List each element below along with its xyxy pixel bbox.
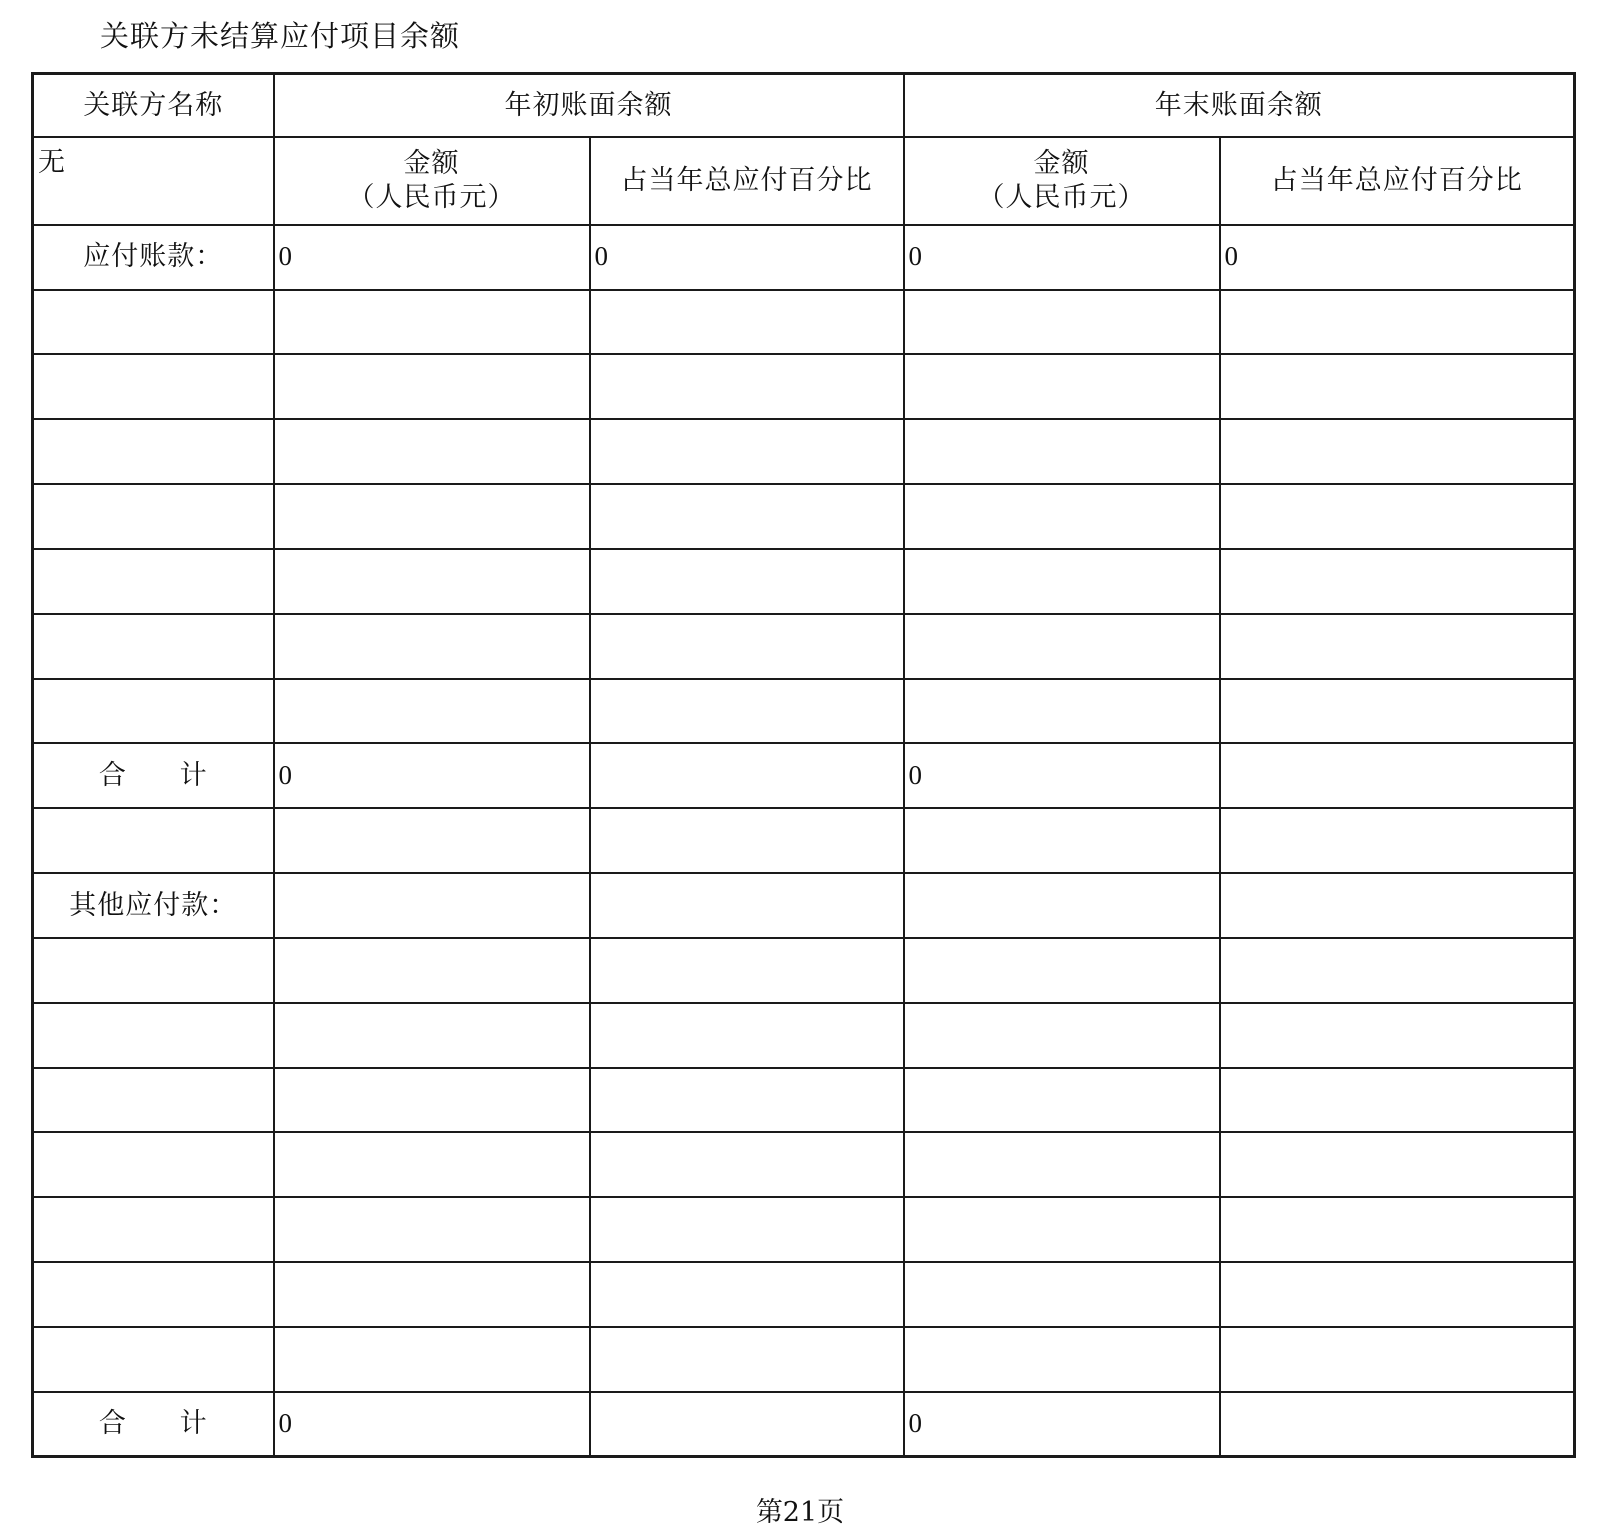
empty-cell [1220, 873, 1575, 938]
accounts-payable-row [33, 225, 1575, 290]
empty-cell [33, 484, 274, 549]
empty-cell [274, 1197, 590, 1262]
opening-amount-header [274, 137, 590, 224]
accounts-payable-closing-amount: 0 [904, 225, 1220, 290]
table-row [33, 419, 1575, 484]
empty-cell [33, 419, 274, 484]
empty-cell [274, 1003, 590, 1068]
empty-cell [590, 808, 904, 873]
empty-cell [904, 1327, 1220, 1392]
table-row [33, 1262, 1575, 1327]
empty-cell [904, 1068, 1220, 1133]
empty-cell [590, 1068, 904, 1133]
closing-amount-unit: （人民币元） [977, 182, 1146, 214]
accounts-payable-total-closing-amount: 0 [904, 743, 1220, 808]
empty-cell [590, 1003, 904, 1068]
empty-cell [33, 938, 274, 1003]
empty-cell [274, 938, 590, 1003]
empty-cell [274, 290, 590, 355]
opening-balance-header: 年初账面余额 [274, 74, 904, 138]
table-row [33, 808, 1575, 873]
empty-cell [33, 1327, 274, 1392]
empty-cell [33, 549, 274, 614]
table-row [33, 1132, 1575, 1197]
empty-cell [33, 1068, 274, 1133]
accounts-payable-total-opening-amount: 0 [274, 743, 590, 808]
empty-cell [1220, 1197, 1575, 1262]
empty-cell [1220, 679, 1575, 744]
other-payables-row [33, 873, 1575, 938]
empty-cell [1220, 549, 1575, 614]
empty-cell [33, 679, 274, 744]
empty-cell [1220, 354, 1575, 419]
empty-cell [33, 290, 274, 355]
empty-cell [1220, 808, 1575, 873]
empty-cell [590, 1262, 904, 1327]
accounts-payable-total-row [33, 743, 1575, 808]
empty-cell [274, 1068, 590, 1133]
empty-cell [904, 614, 1220, 679]
empty-cell [33, 614, 274, 679]
empty-cell [590, 1327, 904, 1392]
empty-cell [590, 1392, 904, 1457]
empty-cell [904, 1003, 1220, 1068]
other-payables-total-label: 合 计 [33, 1392, 274, 1457]
table-row [33, 549, 1575, 614]
table-header-row [33, 74, 1575, 138]
payables-balance-table [31, 72, 1576, 1458]
accounts-payable-total-label: 合 计 [33, 743, 274, 808]
empty-cell [590, 354, 904, 419]
closing-amount-label: 金额 [1033, 148, 1090, 180]
closing-balance-header: 年末账面余额 [904, 74, 1575, 138]
empty-cell [1220, 1392, 1575, 1457]
table-row [33, 1003, 1575, 1068]
empty-cell [1220, 1327, 1575, 1392]
empty-cell [904, 1262, 1220, 1327]
opening-percent-header: 占当年总应付百分比 [590, 137, 904, 224]
empty-cell [904, 290, 1220, 355]
empty-cell [590, 290, 904, 355]
empty-cell [904, 679, 1220, 744]
empty-cell [33, 1197, 274, 1262]
empty-cell [590, 743, 904, 808]
table-row [33, 938, 1575, 1003]
other-payables-label: 其他应付款： [33, 873, 274, 938]
empty-cell [590, 614, 904, 679]
empty-cell [904, 938, 1220, 1003]
empty-cell [33, 1003, 274, 1068]
closing-amount-header [904, 137, 1220, 224]
accounts-payable-opening-amount: 0 [274, 225, 590, 290]
table-row [33, 1068, 1575, 1133]
empty-cell [274, 354, 590, 419]
empty-cell [1220, 1068, 1575, 1133]
table-subheader-row [33, 137, 1575, 224]
empty-cell [904, 873, 1220, 938]
empty-cell [33, 808, 274, 873]
empty-cell [1220, 743, 1575, 808]
empty-cell [590, 679, 904, 744]
empty-cell [274, 808, 590, 873]
other-payables-total-closing-amount: 0 [904, 1392, 1220, 1457]
empty-cell [590, 1197, 904, 1262]
page-number: 第21页 [755, 1497, 845, 1528]
document-title: 关联方未结算应付项目余额 [100, 19, 461, 53]
empty-cell [904, 354, 1220, 419]
empty-cell [904, 1197, 1220, 1262]
empty-cell [904, 808, 1220, 873]
table-row [33, 614, 1575, 679]
opening-amount-unit: （人民币元） [347, 182, 516, 214]
accounts-payable-opening-percent: 0 [590, 225, 904, 290]
empty-cell [1220, 419, 1575, 484]
closing-percent-header: 占当年总应付百分比 [1220, 137, 1575, 224]
empty-cell [33, 1132, 274, 1197]
empty-cell [904, 1132, 1220, 1197]
empty-cell [590, 419, 904, 484]
empty-cell [274, 614, 590, 679]
empty-cell [590, 1132, 904, 1197]
empty-cell [274, 484, 590, 549]
table-row [33, 1197, 1575, 1262]
table-row [33, 484, 1575, 549]
empty-cell [1220, 484, 1575, 549]
empty-cell [274, 1327, 590, 1392]
empty-cell [1220, 1003, 1575, 1068]
table-row [33, 290, 1575, 355]
accounts-payable-closing-percent: 0 [1220, 225, 1575, 290]
empty-cell [1220, 1262, 1575, 1327]
empty-cell [1220, 1132, 1575, 1197]
empty-cell [904, 484, 1220, 549]
empty-cell [274, 1262, 590, 1327]
empty-cell [1220, 290, 1575, 355]
table-row [33, 679, 1575, 744]
empty-cell [904, 419, 1220, 484]
opening-amount-label: 金额 [403, 148, 460, 180]
empty-cell [274, 419, 590, 484]
other-payables-total-row [33, 1392, 1575, 1457]
empty-cell [590, 484, 904, 549]
empty-cell [274, 549, 590, 614]
empty-cell [590, 873, 904, 938]
empty-cell [33, 1262, 274, 1327]
empty-cell [33, 354, 274, 419]
empty-cell [274, 873, 590, 938]
empty-cell [590, 938, 904, 1003]
table-row [33, 354, 1575, 419]
empty-cell [274, 1132, 590, 1197]
other-payables-total-opening-amount: 0 [274, 1392, 590, 1457]
related-party-name-value: 无 [33, 137, 274, 224]
empty-cell [1220, 614, 1575, 679]
related-party-name-header: 关联方名称 [33, 74, 274, 138]
table-row [33, 1327, 1575, 1392]
empty-cell [274, 679, 590, 744]
empty-cell [590, 549, 904, 614]
empty-cell [904, 549, 1220, 614]
empty-cell [1220, 938, 1575, 1003]
accounts-payable-label: 应付账款： [33, 225, 274, 290]
